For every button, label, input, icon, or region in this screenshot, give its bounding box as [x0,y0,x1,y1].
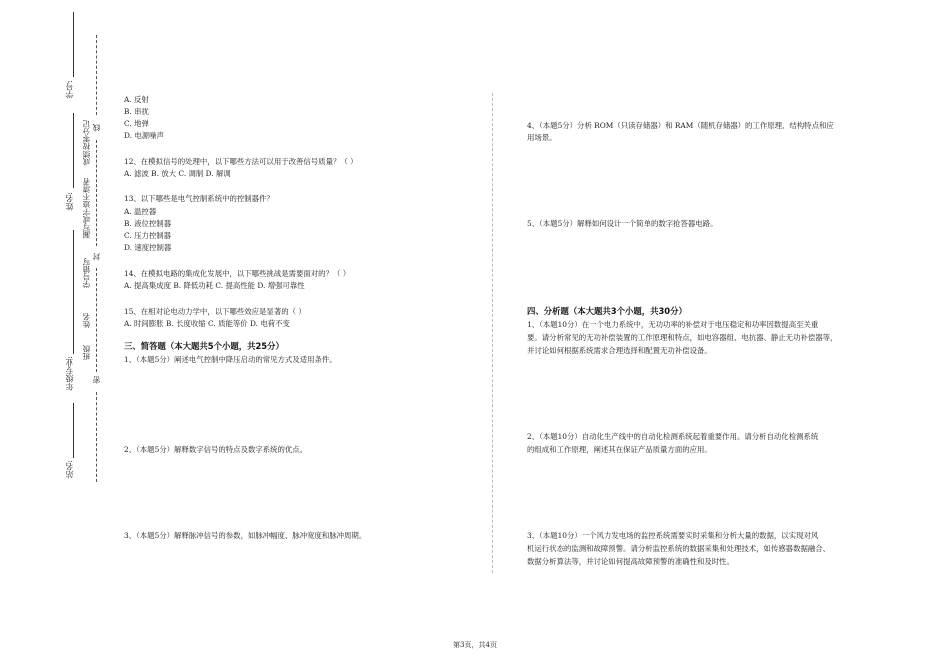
section-3-question-1: 1、（本题5分）阐述电气控制中降压启动的常见方式及适用条件。 [124,355,337,364]
section-3-question-4-line-2: 用场景。 [527,133,557,142]
section-4-question-1-line-3: 并讨论如何根据系统需求合理选择和配置无功补偿设备。 [527,346,712,355]
name-line [73,113,74,188]
binding-warning-2: 姓名 [82,313,91,329]
grade-major-label: 年级专业: [65,356,74,391]
binding-warning-1: 班级 [82,345,91,361]
seal-dotted-line-bottom [96,392,97,482]
grade-major-line [73,230,74,354]
option-a: A. 反射 [124,95,149,104]
seal-char-feng: 封 [92,253,101,261]
section-3-question-2: 2、（本题5分）解释数字信号的特点及数字系统的优点。 [124,445,308,454]
section-3-question-5: 5、（本题5分）解释如何设计一个简单的数字抢答器电路。 [527,219,718,228]
question-12: 12、在模拟信号的处理中，以下哪些方法可以用于改善信号质量？（ ） [124,157,358,166]
question-12-options: A. 滤波 B. 放大 C. 调制 D. 解调 [124,169,231,178]
name-label: 姓名: [65,192,74,211]
option-b: B. 串扰 [124,107,149,116]
section-4-question-1-line-1: 1、（本题10分）在一个电力系统中，无功功率的补偿对于电压稳定和功率因数提高至关重 [527,320,819,329]
binding-warning-5: 成绩按零分记 [82,120,91,166]
section-4-question-3-line-1: 3、（本题10分）一个风力发电场的监控系统需要实时采集和分析大量的数据，以实现对风 [527,531,819,540]
seal-char-mi: 密 [92,376,101,384]
binding-warning-4: 漏写或字迹不清者 [82,178,91,239]
binding-warning-3: 学号错写 [82,258,91,289]
section-4-question-1-line-2: 要。请分析常见的无功补偿装置的工作原理和特点，如电容器组、电抗器、静止无功补偿器等， [527,333,838,342]
section-4-question-2-line-2: 的组成和工作原理，阐述其在保证产品质量方面的应用。 [527,445,712,454]
question-13-option-b: B. 液位控制器 [124,219,172,228]
site-label: 站名: [65,460,74,479]
question-13-option-c: C. 压力控制器 [124,231,172,240]
section-3-heading: 三、简答题（本大题共5个小题，共25分） [124,341,284,351]
section-4-question-3-line-3: 数据分析算法等，并讨论如何提高故障预警的准确性和及时性。 [527,557,734,566]
section-4-question-3-line-2: 机运行状态的监测和故障预警。请分析监控系统的数据采集和处理技术，如传感器数据融合、 [527,544,831,553]
section-3-question-4-line-1: 4、（本题5分）分析 ROM（只读存储器）和 RAM（随机存储器）的工作原理、结构特点和应 [527,121,834,130]
question-13-option-d: D. 速度控制器 [124,243,172,252]
question-13-option-a: A. 温控器 [124,207,157,216]
question-15-options: A. 时间膨胀 B. 长度收缩 C. 质能等价 D. 电荷不变 [124,319,290,328]
site-line [73,403,74,458]
option-d: D. 电源噪声 [124,131,164,140]
section-4-heading: 四、分析题（本大题共3个小题，共30分） [527,306,687,316]
student-id-label: 学号: [65,80,74,99]
section-3-question-3: 3、（本题5分）解释脉冲信号的参数，如脉冲幅度、脉冲宽度和脉冲周期。 [124,531,367,540]
question-14: 14、在模拟电路的集成化发展中，以下哪些挑战是需要面对的？（ ） [124,269,351,278]
seal-dotted-line-mid [96,140,97,246]
seal-dotted-line-low [96,268,97,372]
section-4-question-2-line-1: 2、（本题10分）自动化生产线中的自动化检测系统起着重要作用。请分析自动化检测系统 [527,432,819,441]
question-14-options: A. 提高集成度 B. 降低功耗 C. 提高性能 D. 增强可靠性 [124,281,305,290]
seal-dotted-line-top [96,35,97,115]
column-divider [492,93,493,573]
seal-char-xian: 线 [92,124,101,132]
question-15: 15、在相对论电动力学中，以下哪些效应是显著的（ ） [124,307,306,316]
student-id-line [73,12,74,77]
question-13: 13、以下哪些是电气控制系统中的控制器件？ [124,194,274,203]
page-footer: 第3页，共4页 [453,641,497,649]
option-c: C. 地弹 [124,119,149,128]
